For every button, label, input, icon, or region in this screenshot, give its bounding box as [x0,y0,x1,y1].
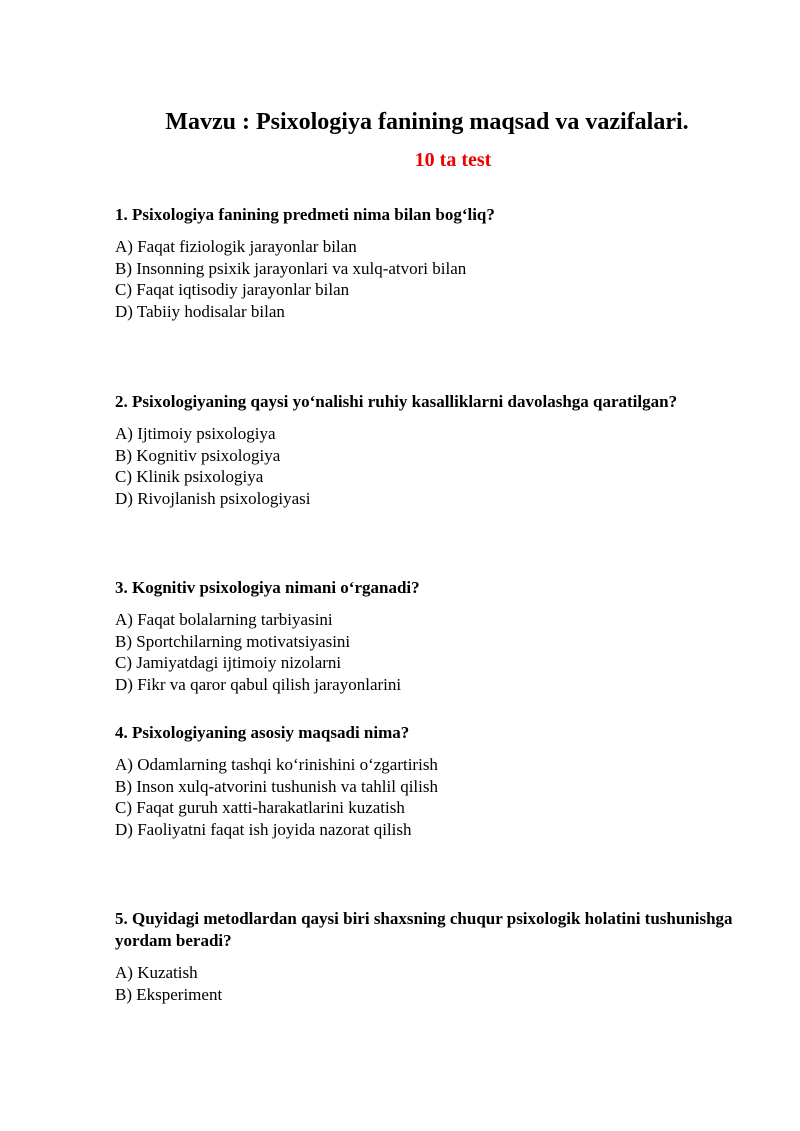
question-text: 1. Psixologiya fanining predmeti nima bilan bog‘liq? [115,205,495,224]
question-text: 3. Kognitiv psixologiya nimani o‘rganadi? [115,578,420,597]
question-3 [115,577,745,696]
answer-option-a: A) Ijtimoiy psixologiya [115,424,276,443]
question-text: 2. Psixologiyaning qaysi yo‘nalishi ruhiy kasalliklarni davolashga qaratilgan? [115,392,678,411]
answer-option-a: A) Faqat bolalarning tarbiyasini [115,610,333,629]
answer-option-b: B) Inson xulq-atvorini tushunish va tahlil qilish [115,776,438,796]
page-title: Mavzu : Psixologiya fanining maqsad va vazifalari. [165,109,689,135]
answer-option-b: B) Insonning psixik jarayonlari va xulq-atvori bilan [115,258,467,278]
answer-option-a: A) Kuzatish [115,963,198,982]
question-5 [115,908,745,1005]
answer-option-b: B) Eksperiment [115,984,223,1004]
question-text: 5. Quyidagi metodlardan qaysi biri shaxsning chuqur psixologik holatini tushunishga yordam beradi? [115,909,733,950]
answer-option-d: D) Faoliyatni faqat ish joyida nazorat qilish [115,820,412,840]
answer-option-a: A) Faqat fiziologik jarayonlar bilan [115,237,357,256]
page-subtitle: 10 ta test [414,149,492,171]
answer-option-d: D) Rivojlanish psixologiyasi [115,489,311,509]
answer-option-c: C) Faqat iqtisodiy jarayonlar bilan [115,280,350,300]
question-text: 4. Psixologiyaning asosiy maqsadi nima? [115,723,410,742]
question-4 [115,722,745,841]
answer-option-b: B) Kognitiv psixologiya [115,445,281,465]
answer-option-a: A) Odamlarning tashqi ko‘rinishini o‘zgartirish [115,755,438,774]
answer-option-d: D) Tabiiy hodisalar bilan [115,302,285,322]
question-2 [115,391,745,510]
answer-option-c: C) Faqat guruh xatti-harakatlarini kuzatish [115,798,405,818]
question-1 [115,204,745,323]
answer-option-c: C) Jamiyatdagi ijtimoiy nizolarni [115,653,342,673]
answer-option-b: B) Sportchilarning motivatsiyasini [115,631,351,651]
answer-option-d: D) Fikr va qaror qabul qilish jarayonlarini [115,675,402,695]
answer-option-c: C) Klinik psixologiya [115,467,264,487]
